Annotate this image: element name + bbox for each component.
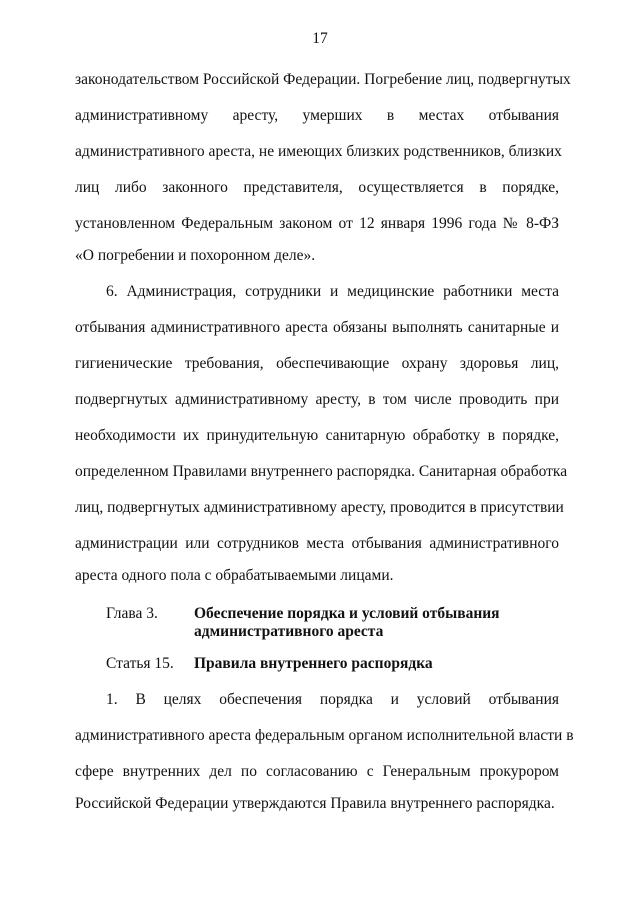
article-label: Статья 15.: [106, 655, 174, 672]
text-line: сфере внутренних дел по согласованию с Генеральным прокурором: [75, 763, 559, 780]
text-line: административного ареста федеральным органом исполнительной власти в: [75, 727, 574, 744]
text-line: административному аресту, умерших в местах отбывания: [75, 107, 559, 124]
text-line: 1. В целях обеспечения порядка и условий отбывания: [106, 691, 559, 708]
text-line: отбывания административного ареста обязаны выполнять санитарные и: [75, 319, 559, 336]
text-line: необходимости их принудительную санитарную обработку в порядке,: [75, 427, 559, 444]
chapter-heading-row: [106, 604, 500, 624]
text-line: лиц, подвергнутых административному аресту, проводится в присутствии: [75, 499, 564, 516]
text-line: установленном Федеральным законом от 12 января 1996 года № 8-ФЗ: [75, 215, 559, 232]
chapter-title-continuation: административного ареста: [194, 623, 384, 640]
text-line: ареста одного пола с обрабатываемыми лицами.: [75, 567, 394, 584]
text-line: лиц либо законного представителя, осуществляется в порядке,: [75, 179, 559, 196]
article-title: Правила внутреннего распорядка: [194, 655, 433, 672]
text-line: «О погребении и похоронном деле».: [75, 247, 316, 264]
text-line: административного ареста, не имеющих близких родственников, близких: [75, 143, 562, 160]
text-line: 6. Администрация, сотрудники и медицинские работники места: [106, 283, 559, 300]
text-line: определенном Правилами внутреннего распорядка. Санитарная обработка: [75, 463, 568, 480]
article-heading: [106, 654, 433, 674]
text-line: гигиенические требования, обеспечивающие охрану здоровья лиц,: [75, 355, 559, 372]
text-line: администрации или сотрудников места отбывания административного: [75, 535, 559, 552]
text-line: подвергнутых административному аресту, в том числе проводить при: [75, 391, 559, 408]
chapter-label: Глава 3.: [106, 605, 158, 622]
text-line: законодательством Российской Федерации. Погребение лиц, подвергнутых: [75, 71, 571, 88]
page-number: 17: [312, 30, 328, 47]
text-line: Российской Федерации утверждаются Правила внутреннего распорядка.: [75, 795, 555, 812]
chapter-title: Обеспечение порядка и условий отбывания: [194, 605, 500, 622]
